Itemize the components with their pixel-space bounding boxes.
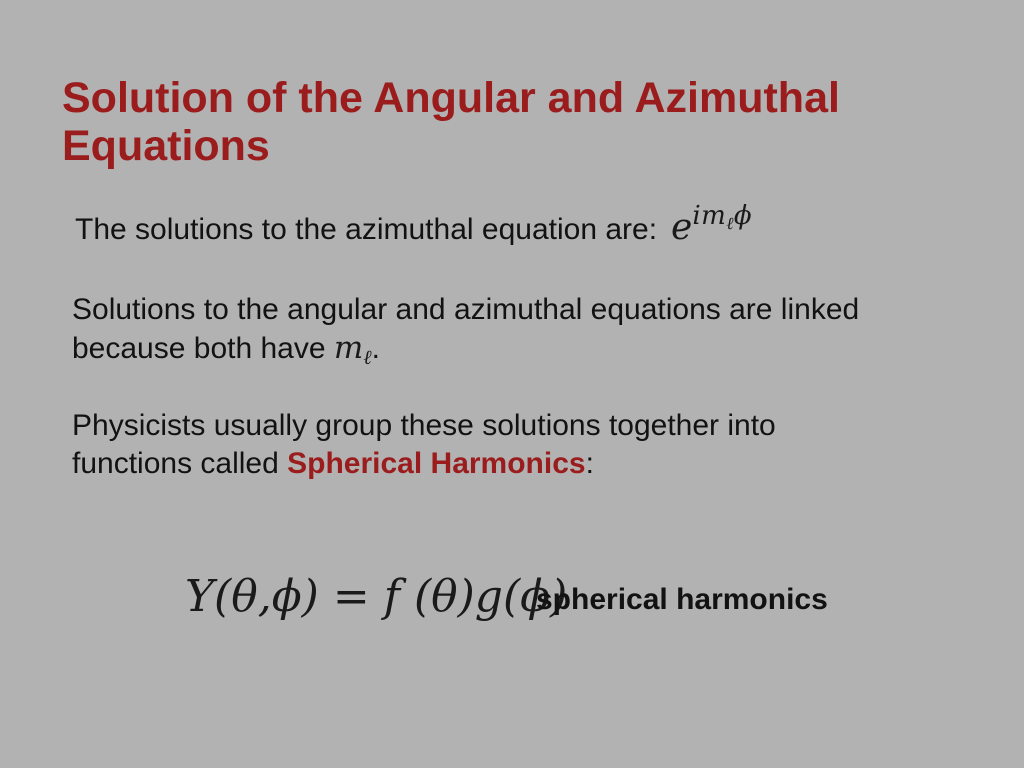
formula-exponent bbox=[692, 201, 753, 234]
formula-base-e: e bbox=[671, 207, 693, 248]
m-ell-subscript: ℓ bbox=[363, 345, 372, 369]
spherical-harmonics-label: spherical harmonics bbox=[536, 583, 828, 616]
linked-equations-paragraph bbox=[72, 291, 859, 370]
slide-title bbox=[62, 74, 962, 170]
harmonics-paragraph-line-1: Physicists usually group these solutions together into bbox=[72, 409, 776, 442]
linked-paragraph-line-2-text: because both have bbox=[72, 332, 334, 365]
harmonics-paragraph-line-2 bbox=[72, 445, 776, 483]
spherical-harmonics-equation: Y(θ,ϕ) = f (θ)g(ϕ) bbox=[185, 571, 568, 622]
azimuthal-solutions-text: The solutions to the azimuthal equation are: bbox=[75, 213, 658, 246]
azimuthal-solutions-paragraph bbox=[75, 201, 753, 253]
formula-exponent-phi: ϕ bbox=[733, 201, 753, 231]
spherical-harmonics-paragraph bbox=[72, 407, 776, 483]
formula-exponent-im: im bbox=[692, 201, 727, 231]
linked-paragraph-period: . bbox=[371, 332, 380, 365]
harmonics-paragraph-line-2-text: functions called bbox=[72, 447, 288, 480]
harmonics-paragraph-colon: : bbox=[585, 447, 594, 480]
slide-title-line-2: Equations bbox=[62, 121, 270, 170]
m-ell-symbol bbox=[333, 330, 372, 369]
formula-exponent-ell-subscript: ℓ bbox=[726, 214, 734, 234]
linked-paragraph-line-1: Solutions to the angular and azimuthal equations are linked bbox=[72, 293, 860, 326]
azimuthal-exponential-formula bbox=[671, 201, 753, 253]
m-ell-base: m bbox=[333, 330, 364, 366]
spherical-harmonics-highlight: Spherical Harmonics bbox=[287, 447, 586, 480]
linked-paragraph-line-2 bbox=[72, 329, 859, 370]
slide-title-line-1: Solution of the Angular and Azimuthal bbox=[62, 73, 840, 122]
